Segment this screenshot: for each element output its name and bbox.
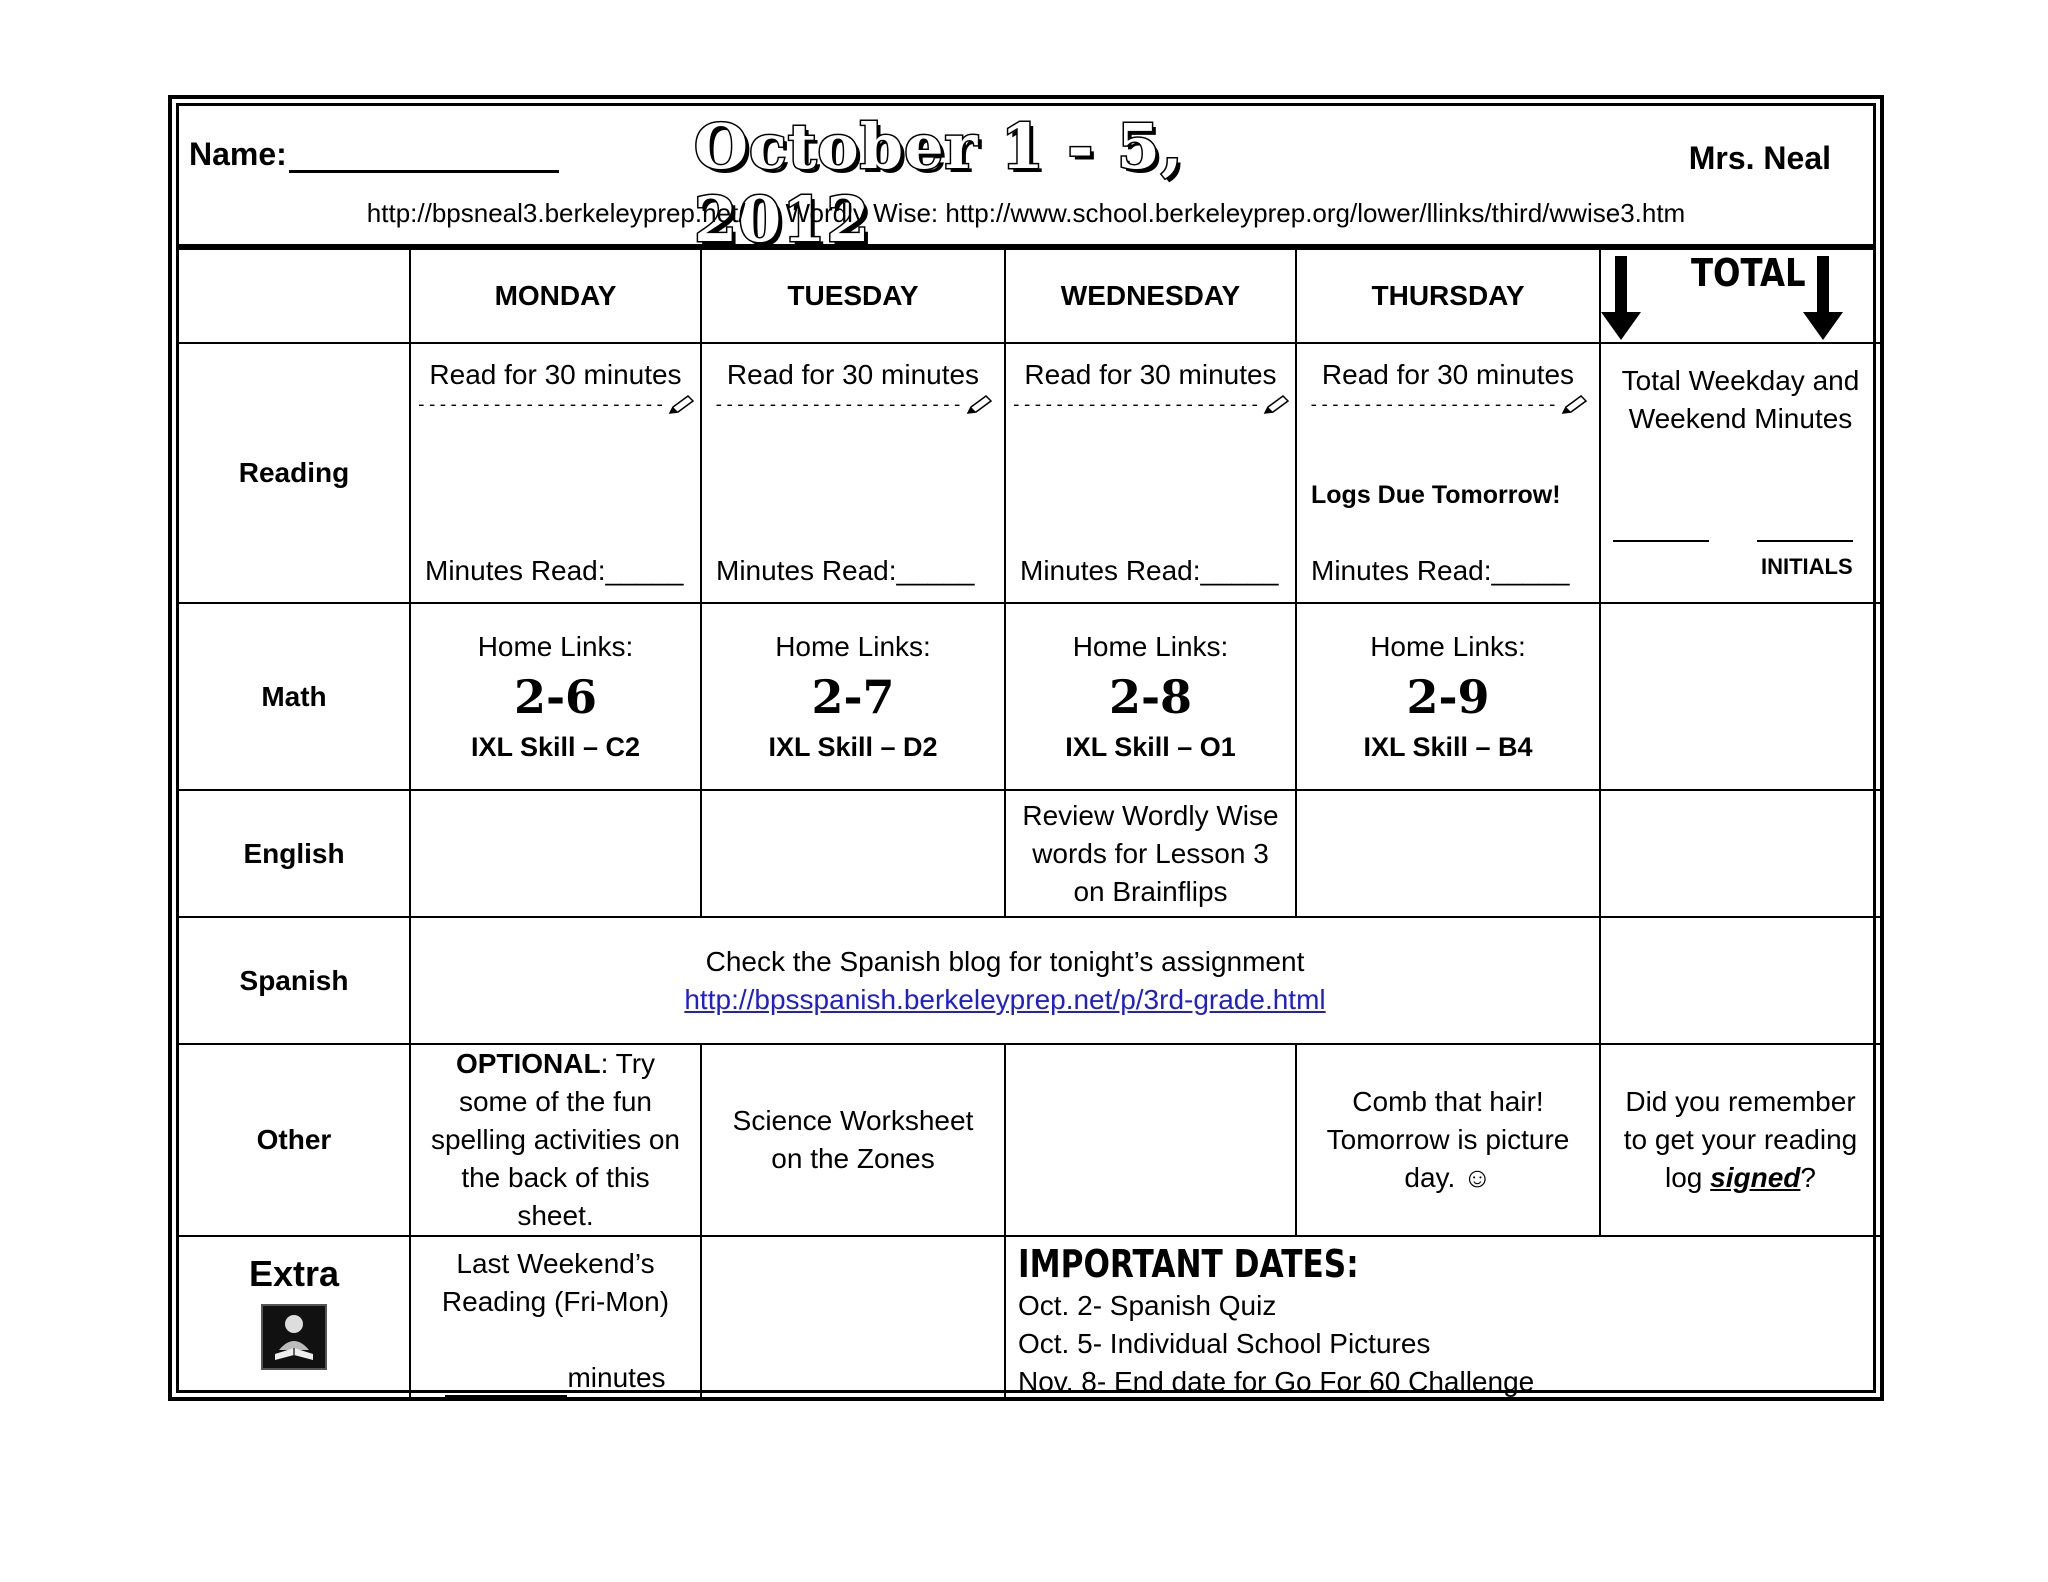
total-blank-line xyxy=(1613,540,1709,542)
spanish-blog-link[interactable]: http://bpsspanish.berkeleyprep.net/p/3rd-grade.html xyxy=(684,983,1326,1015)
other-thursday xyxy=(1296,1044,1600,1236)
day-header-tuesday: TUESDAY xyxy=(701,250,1005,343)
home-links-label: Home Links: xyxy=(775,630,931,662)
home-links-label: Home Links: xyxy=(477,630,634,662)
other-tuesday xyxy=(701,1044,1005,1236)
ixl-skill: IXL Skill – B4 xyxy=(1363,731,1533,762)
reading-dashes: ----------------------- xyxy=(1308,394,1558,415)
math-monday xyxy=(410,603,701,790)
extra-row xyxy=(179,1236,1880,1401)
spanish-row xyxy=(179,917,1880,1044)
home-links-label: Home Links: xyxy=(1072,630,1229,662)
reading-thursday xyxy=(1296,343,1600,603)
math-row xyxy=(179,603,1880,790)
picture-day-line: Tomorrow is picture xyxy=(1326,1124,1570,1155)
reading-task: Read for 30 minutes xyxy=(1321,359,1575,390)
teacher-name: Mrs. Neal xyxy=(1688,140,1831,176)
subject-extra-cell xyxy=(179,1236,410,1401)
other-row xyxy=(179,1044,1880,1236)
subject-spanish: Spanish xyxy=(179,917,410,1044)
total-label: TOTAL xyxy=(1691,251,1806,295)
reading-task: Read for 30 minutes xyxy=(429,359,682,390)
english-tuesday xyxy=(701,790,1005,917)
page-title: October 1 - 5, 2012 xyxy=(694,110,1184,256)
weekend-reading-line: Last Weekend’s xyxy=(456,1248,655,1279)
pencil-icon xyxy=(1262,394,1290,416)
homework-sheet xyxy=(168,95,1884,1401)
science-worksheet-text: Science Worksheet on the Zones xyxy=(732,1105,974,1174)
home-links-number: 2-9 xyxy=(1406,669,1490,724)
subject-other: Other xyxy=(179,1044,410,1236)
name-label: Name: xyxy=(189,136,287,172)
english-thursday xyxy=(1296,790,1600,917)
home-links-number: 2-8 xyxy=(1108,669,1193,724)
extra-tuesday xyxy=(701,1236,1005,1401)
important-dates xyxy=(1005,1236,1880,1401)
reminder-line: to get your reading xyxy=(1623,1124,1858,1155)
pencil-icon xyxy=(965,394,993,416)
english-monday xyxy=(410,790,701,917)
math-wednesday xyxy=(1005,603,1296,790)
minutes-read-field: Minutes Read:_____ xyxy=(716,555,975,586)
ixl-skill: IXL Skill – C2 xyxy=(470,731,641,762)
reminder-prefix: log xyxy=(1665,1162,1711,1193)
day-header-row xyxy=(179,250,1880,343)
extra-monday xyxy=(410,1236,701,1401)
logs-due-note: Logs Due Tomorrow! xyxy=(1311,481,1561,509)
other-wednesday xyxy=(1005,1044,1296,1236)
pencil-icon xyxy=(1560,394,1588,416)
math-total xyxy=(1600,603,1880,790)
spanish-text: Check the Spanish blog for tonight’s assignment xyxy=(705,945,1305,977)
english-task-line: Review Wordly Wise xyxy=(1022,799,1279,831)
english-task-line: on Brainflips xyxy=(1073,875,1228,907)
signed-emphasis: signed xyxy=(1710,1162,1801,1193)
day-header-wednesday: WEDNESDAY xyxy=(1005,250,1296,343)
english-row xyxy=(179,790,1880,917)
home-links-number: 2-7 xyxy=(811,669,895,724)
subject-extra: Extra xyxy=(248,1253,340,1294)
ixl-skill: IXL Skill – O1 xyxy=(1065,731,1236,762)
math-thursday xyxy=(1296,603,1600,790)
name-field xyxy=(189,136,559,173)
down-arrow-icon xyxy=(1601,256,1641,340)
corner-cell xyxy=(179,250,410,343)
reminder-suffix: ? xyxy=(1800,1162,1816,1193)
pencil-icon xyxy=(667,394,695,416)
weekend-reading-line: Reading (Fri-Mon) xyxy=(441,1286,670,1317)
spanish-total xyxy=(1600,917,1880,1044)
reminder-line: Did you remember xyxy=(1625,1086,1856,1117)
minutes-suffix: minutes xyxy=(567,1362,666,1393)
down-arrow-icon xyxy=(1803,256,1843,340)
reading-dashes: ----------------------- xyxy=(1010,394,1261,415)
reading-wednesday xyxy=(1005,343,1296,603)
other-monday xyxy=(410,1044,701,1236)
ixl-skill: IXL Skill – D2 xyxy=(768,731,938,762)
other-total xyxy=(1600,1044,1880,1236)
reading-tuesday xyxy=(701,343,1005,603)
date-item: Oct. 5- Individual School Pictures xyxy=(1018,1328,1431,1359)
reading-total xyxy=(1600,343,1880,603)
minutes-read-field: Minutes Read:_____ xyxy=(425,555,684,586)
date-item: Oct. 2- Spanish Quiz xyxy=(1018,1290,1277,1321)
english-total xyxy=(1600,790,1880,917)
math-tuesday xyxy=(701,603,1005,790)
home-links-label: Home Links: xyxy=(1370,630,1526,662)
english-wednesday xyxy=(1005,790,1296,917)
picture-day-line: day. ☺ xyxy=(1404,1162,1492,1193)
reading-dashes: ----------------------- xyxy=(415,394,666,415)
day-header-monday: MONDAY xyxy=(410,250,701,343)
weekend-minutes-blank xyxy=(445,1373,567,1397)
wordly-wise-url: Wordly Wise: http://www.school.berkeleyprep.org/lower/llinks/third/wwise3.htm xyxy=(785,198,1686,228)
date-item: Nov. 8- End date for Go For 60 Challenge xyxy=(1018,1366,1535,1397)
subject-reading: Reading xyxy=(179,343,410,603)
minutes-read-field: Minutes Read:_____ xyxy=(1311,555,1570,586)
picture-day-line: Comb that hair! xyxy=(1352,1086,1544,1117)
reading-monday xyxy=(410,343,701,603)
reading-dashes: ----------------------- xyxy=(713,394,963,415)
day-header-thursday: THURSDAY xyxy=(1296,250,1600,343)
total-minutes-label: Total Weekday and Weekend Minutes xyxy=(1621,365,1860,434)
name-blank-line xyxy=(289,140,559,173)
reading-row xyxy=(179,343,1880,603)
sheet-inner-border xyxy=(176,103,1876,1397)
optional-text: : Try some of the fun spelling activities on the back of this sheet. xyxy=(430,1048,681,1231)
reading-child-icon xyxy=(261,1304,327,1370)
reading-task: Read for 30 minutes xyxy=(1024,359,1277,390)
weekend-minutes-field xyxy=(411,1359,700,1397)
class-url: http://bpsneal3.berkeleyprep.net/ xyxy=(366,198,746,228)
optional-label: OPTIONAL xyxy=(455,1048,601,1079)
initials-blank-line xyxy=(1757,540,1853,542)
header-urls xyxy=(179,198,1873,229)
reading-task: Read for 30 minutes xyxy=(726,359,980,390)
homework-grid xyxy=(179,250,1880,1401)
total-header xyxy=(1600,250,1880,343)
english-task-line: words for Lesson 3 xyxy=(1032,837,1269,869)
minutes-read-field: Minutes Read:_____ xyxy=(1020,555,1279,586)
header xyxy=(179,106,1873,256)
home-links-number: 2-6 xyxy=(513,669,598,724)
reminder-line xyxy=(1601,1159,1880,1197)
subject-english: English xyxy=(179,790,410,917)
initials-label: INITIALS xyxy=(1761,554,1853,579)
important-dates-heading: IMPORTANT DATES: xyxy=(1018,1242,1359,1286)
spanish-assignment xyxy=(410,917,1600,1044)
subject-math: Math xyxy=(179,603,410,790)
